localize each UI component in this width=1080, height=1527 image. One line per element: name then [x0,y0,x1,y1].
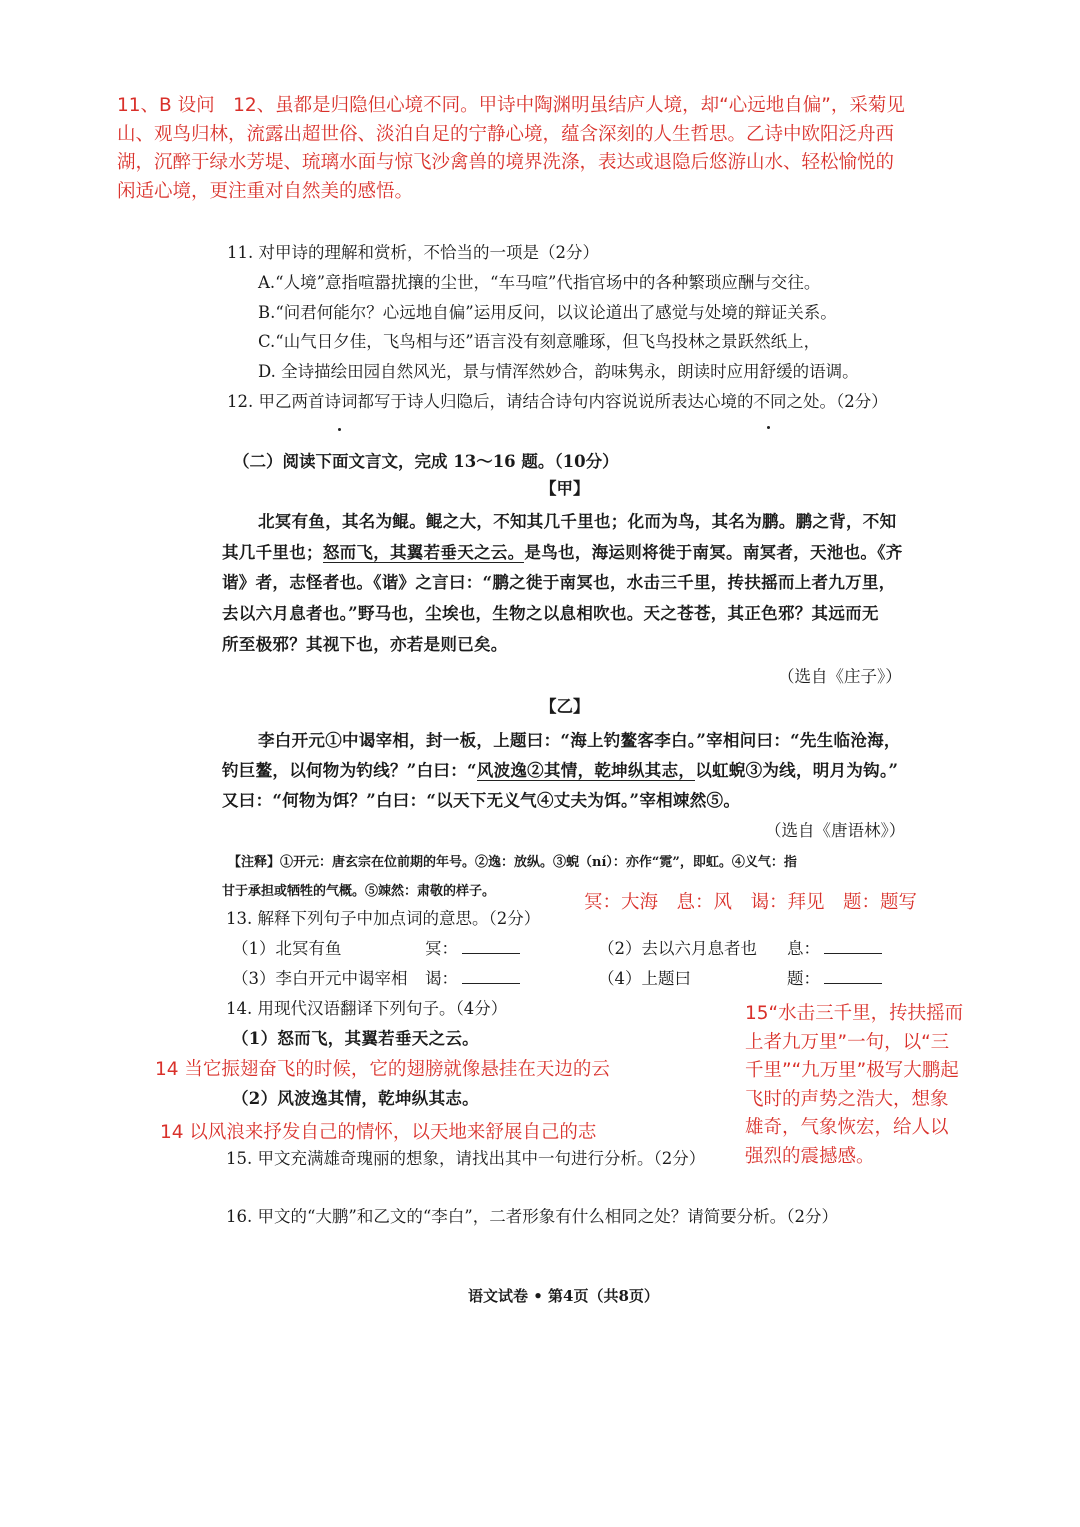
answer-blank[interactable] [824,969,882,984]
jia-line-2-b: 是鸟也，海运则将徙于南冥。南冥者，天池也。《齐 [524,543,903,562]
question-12: 12. 甲乙两首诗词都写于诗人归隐后，请结合诗句内容说说所表达心境的不同之处。（2分） [227,392,888,411]
q11-option-b: B.“问君何能尔？心远地自偏”运用反问，以议论道出了感觉与处境的辩证关系。 [258,303,837,322]
jia-underlined-sentence: 怒而飞，其翼若垂天之云。 [322,543,525,562]
jia-line-4: 去以六月息者也。”野马也，尘埃也，生物之以息相吹也。天之苍苍，其正色邪？其远而无 [222,604,879,623]
answer-blank[interactable] [824,939,882,954]
dot-mark [338,428,341,431]
yi-source: （选自《唐语林》） [765,821,906,840]
answer-block-11-12 [117,92,905,206]
jia-line-3: 谐》者，志怪者也。《谐》之言曰：“鹏之徙于南冥也，水击三千里，抟扶摇而上者九万里， [222,573,896,592]
answer-13: 冥：大海 息：风 谒：拜见 题：题写 [584,892,918,913]
answer-line: 上者九万里”一句，以“三 [745,1031,950,1053]
answer-line: 11、B 设问 12、虽都是归隐但心境不同。甲诗中陶渊明虽结庐人境，却“心远地自偏”，采菊见 [117,95,905,116]
answer-line: 湖，沉醉于绿水芳堤、琉璃水面与惊飞沙禽兽的境界洗涤，表达或退隐后悠游山水、轻松愉悦的 [117,152,895,173]
question-16: 16. 甲文的“大鹏”和乙文的“李白”，二者形象有什么相同之处？请简要分析。（2分） [226,1207,838,1226]
yi-line-1: 李白开元①中谒宰相，封一板，上题曰：“海上钓鳌客李白。”宰相问曰：“先生临沧海， [258,731,901,750]
jia-line-2-a: 其几千里也； [222,543,323,562]
question-13-stem: 13. 解释下列句子中加点词的意思。（2分） [226,909,541,928]
q13-item-2: （2）去以六月息者也 [598,939,757,958]
answer-14-2: 14 以风浪来抒发自己的情怀，以天地来舒展自己的志 [160,1122,597,1143]
q11-option-a: A.“人境”意指喧嚣扰攘的尘世，“车马喧”代指官场中的各种繁琐应酬与交往。 [258,273,821,292]
jia-title: 【甲】 [540,479,590,498]
question-11-stem: 11. 对甲诗的理解和赏析，不恰当的一项是（2分） [227,243,599,262]
jia-line-5: 所至极邪？其视下也，亦若是则已矣。 [222,635,508,654]
q14-sentence-1: （1）怒而飞，其翼若垂天之云。 [232,1029,479,1048]
answer-blank[interactable] [462,939,520,954]
q13-item-4-word: 题： [787,965,882,989]
yi-line-2-b: 以虹蜺③为线，明月为钩。” [695,761,899,780]
yi-title: 【乙】 [540,697,590,716]
jia-line-2 [222,539,903,563]
jia-line-1: 北冥有鱼，其名为鲲。鲲之大，不知其几千里也；化而为鸟，其名为鹏。鹏之背，不知 [258,512,897,531]
answer-line: 山、观鸟归林，流露出超世俗、淡泊自足的宁静心境，蕴含深刻的人生哲思。乙诗中欧阳泛舟西 [117,123,895,145]
answer-line: 15“水击三千里，抟扶摇而 [745,1003,964,1024]
dot-mark [767,426,770,429]
q11-option-d: D. 全诗描绘田园自然风光，景与情浑然妙合，韵味隽永，朗读时应用舒缓的语调。 [258,362,859,381]
section-2-heading: （二）阅读下面文言文，完成 13～16 题。（10分） [233,452,619,471]
yi-line-2 [222,757,898,781]
q13-item-1: （1）北冥有鱼 [232,939,342,958]
answer-line: 飞时的声势之浩大，想象 [745,1088,949,1110]
q13-item-4: （4）上题曰 [598,969,691,988]
q14-sentence-2: （2）风波逸其情，乾坤纵其志。 [232,1089,479,1108]
answer-line: 千里”“九万里”极写大鹏起 [745,1060,959,1081]
answer-blank[interactable] [462,969,520,984]
yi-line-3: 又曰：“何物为饵？”白曰：“以天下无义气④丈夫为饵。”宰相竦然⑤。 [222,791,741,810]
answer-line: 强烈的震撼感。 [745,1145,875,1167]
notes-line-2: 甘于承担或牺牲的气概。⑤竦然：肃敬的样子。 [222,884,496,899]
jia-source: （选自《庄子》） [778,667,902,686]
notes-line-1: 【注释】①开元：唐玄宗在位前期的年号。②逸：放纵。③蜺（ní）：亦作“霓”，即虹。④义气：指 [228,855,797,870]
q13-item-2-word: 息： [787,935,882,959]
q13-item-1-word: 冥： [425,935,520,959]
q13-item-3-word: 谒： [425,965,520,989]
answer-15 [745,1000,963,1171]
yi-line-2-a: 钓巨鳌，以何物为钓线？”白曰：“ [222,761,477,780]
page-footer: 语文试卷 • 第4页（共8页） [468,1287,659,1305]
question-15: 15. 甲文充满雄奇瑰丽的想象，请找出其中一句进行分析。（2分） [226,1149,706,1168]
yi-underlined-sentence: 风波逸②其情，乾坤纵其志， [476,761,696,780]
answer-line: 闲适心境，更注重对自然美的感悟。 [117,180,414,202]
answer-line: 雄奇，气象恢宏，给人以 [745,1117,949,1138]
question-14-stem: 14. 用现代汉语翻译下列句子。（4分） [226,999,508,1018]
answer-14-1: 14 当它振翅奋飞的时候，它的翅膀就像悬挂在天边的云 [155,1059,610,1080]
q13-item-3: （3）李白开元中谒宰相 [232,969,408,988]
q11-option-c: C.“山气日夕佳，飞鸟相与还”语言没有刻意雕琢，但飞鸟投林之景跃然纸上， [258,332,821,351]
